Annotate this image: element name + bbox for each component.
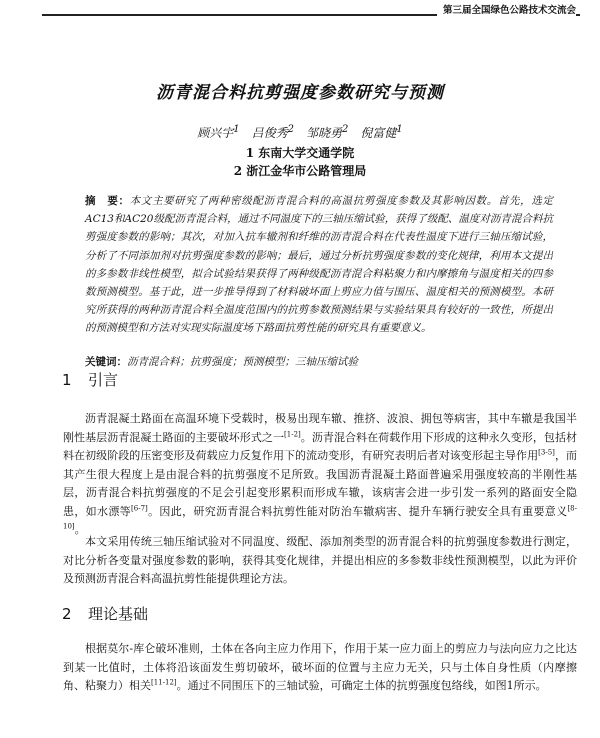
body-paragraph: [63, 640, 577, 696]
keywords-text: 沥青混合料；抗剪强度；预测模型；三轴压缩试验: [127, 356, 358, 368]
body-paragraph: [63, 533, 577, 589]
running-header: [42, 5, 580, 16]
paragraph-text: 。沥青混合料在荷载作用下形成的这种永久变形，包括材料在初级阶段的压密变形及荷载应力反复作用下的流动变形，有研究表明后者对该变形起主导作用: [63, 430, 578, 462]
author-affiliation-mark: 1: [233, 124, 240, 135]
abstract-label: 摘 要：: [85, 195, 130, 207]
paragraph-text: ，而其产生很大程度上是由混合料的抗剪强度不足所致。我国沥青混凝土路面普遍采用强度较高的半刚性基层，沥青混合料抗剪强度的不足会引起变形累积而形成车辙，该病害会进一步引发一系列的路面安全隐患，如水漂等: [63, 449, 578, 518]
paragraph-text: 。: [74, 523, 86, 536]
section-heading-introduction: [62, 369, 118, 390]
abstract-text: 本文主要研究了两种密级配沥青混合料的高温抗剪强度参数及其影响因数。首先，选定AC13和AC20级配沥青混合料，通过不同温度下的三轴压缩试验，获得了级配、温度对沥青混合料抗剪强度参数的影响；其次，对加入抗车辙剂和纤维的沥青混合料在代表性温度下进行三轴压缩试验，分析了不同添加剂对抗剪强度参数的影响；最后，通过分析抗剪强度参数的变化规律，利用本文提出的多参数非线性模型，拟合试验结果获得了两种级配沥青混合料粘聚力和内摩擦角与温度相关的四参数预测模型。基于此，进一步推导得到了材料破坏面上剪应力值与围压、温度相关的预测模型。本研究所获得的两种沥青混合料全温度范围内的抗剪参数预测结果与实验结果具有较好的一致性，所提出的预测模型和方法对实现实际温度场下路面抗剪性能的研究具有重要意义。: [85, 195, 554, 335]
section-heading-theory: [62, 603, 148, 624]
keywords-label: 关键词：: [85, 356, 127, 368]
abstract: [85, 192, 553, 338]
author-name: 吕俊秀: [251, 126, 288, 140]
conference-name: 第三届全国绿色公路技术交流会: [437, 2, 576, 16]
author-name: 倪富健: [360, 126, 397, 140]
section-title: 引言: [88, 371, 119, 389]
author-affiliation-mark: 2: [287, 124, 294, 135]
section-number: 2: [62, 605, 72, 623]
author-name: 邹晓勇: [306, 126, 343, 140]
citation-ref: [8-10]: [63, 503, 578, 531]
paragraph-text: 。通过不同围压下的三轴试验，可确定土体的抗剪强度包络线，如图1所示。: [176, 679, 547, 692]
paragraph-text: 本文采用传统三轴压缩试验对不同温度、级配、添加剂类型的沥青混合料的抗剪强度参数进行测定，对比分析各变量对强度参数的影响，获得其变化规律，并提出相应的多参数非线性预测模型，以此为评价及预测沥青混合料高温抗剪性能提供理论方法。: [63, 535, 577, 585]
paragraph-text: 。因此，研究沥青混合料抗剪性能对防治车辙病害、提升车辆行驶安全具有重要意义: [147, 504, 568, 518]
author-name: 顾兴宇: [197, 126, 234, 140]
body-paragraph: [63, 410, 577, 540]
paragraph-text: 根据莫尔-库仑破坏准则，土体在各向主应力作用下，作用于某一应力面上的剪应力与法向应力之比达到某一比值时，土体将沿该面发生剪切破坏，破坏面的位置与主应力无关，只与土体自身性质（内摩擦角、粘聚力）相关: [63, 642, 577, 692]
section-title: 理论基础: [88, 605, 149, 623]
affiliation-1: 1 东南大学交通学院: [245, 146, 355, 160]
author-affiliation-mark: 1: [396, 124, 403, 135]
citation-ref: [1-2]: [284, 429, 301, 438]
citation-ref: [11-12]: [151, 678, 177, 687]
citation-ref: [6-7]: [131, 503, 148, 512]
author-list: [0, 124, 600, 141]
paragraph-text: 沥青混凝土路面在高温环境下受载时，极易出现车辙、推挤、波浪、拥包等病害，其中车辙是我国半刚性基层沥青混凝土路面的主要破坏形式之一: [63, 412, 577, 444]
section-number: 1: [62, 371, 72, 389]
citation-ref: [3-5]: [538, 448, 555, 457]
paper-title: 沥青混合料抗剪强度参数研究与预测: [156, 83, 444, 103]
affiliation-2: 2 浙江金华市公路管理局: [233, 164, 367, 178]
author-affiliation-mark: 2: [342, 124, 349, 135]
keywords: [85, 353, 553, 371]
